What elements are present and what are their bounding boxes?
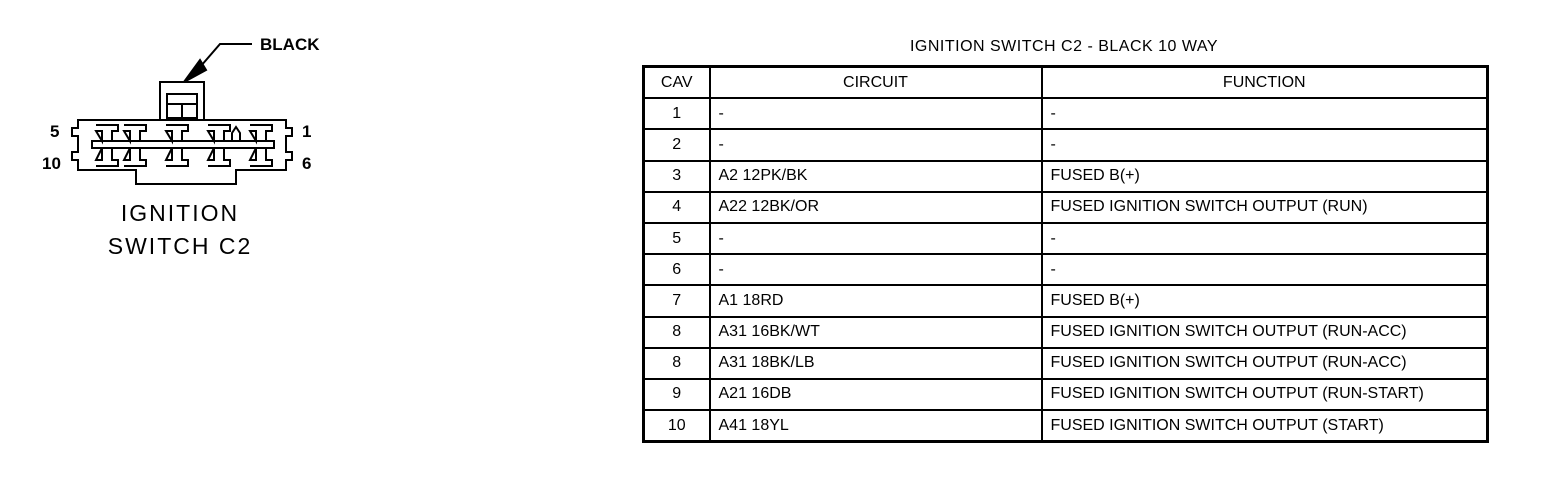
table-row — [644, 379, 1488, 410]
pinout-table-body — [644, 98, 1488, 442]
table-row — [644, 98, 1488, 129]
cav-cell: 7 — [644, 285, 710, 316]
pin-label-bottom-right: 6 — [302, 154, 312, 173]
cav-cell: 3 — [644, 161, 710, 192]
table-header-row — [644, 67, 1488, 99]
cav-cell: 1 — [644, 98, 710, 129]
function-cell: - — [1042, 98, 1488, 129]
top-row-terminals — [96, 125, 272, 141]
function-cell: FUSED B(+) — [1042, 285, 1488, 316]
function-cell: FUSED IGNITION SWITCH OUTPUT (START) — [1042, 410, 1488, 442]
circuit-cell: - — [710, 254, 1042, 285]
circuit-cell: A22 12BK/OR — [710, 192, 1042, 223]
header-function: FUNCTION — [1042, 67, 1488, 99]
connector-color-label: BLACK — [260, 35, 320, 54]
circuit-cell: A31 18BK/LB — [710, 348, 1042, 379]
table-row — [644, 317, 1488, 348]
circuit-cell: - — [710, 129, 1042, 160]
connector-center-rail — [92, 141, 274, 148]
function-cell: - — [1042, 129, 1488, 160]
bottom-row-terminals — [96, 148, 272, 166]
function-cell: FUSED IGNITION SWITCH OUTPUT (RUN-ACC) — [1042, 317, 1488, 348]
table-row — [644, 192, 1488, 223]
function-cell: - — [1042, 223, 1488, 254]
circuit-cell: A31 16BK/WT — [710, 317, 1042, 348]
circuit-cell: A41 18YL — [710, 410, 1042, 442]
circuit-cell: A1 18RD — [710, 285, 1042, 316]
function-cell: FUSED IGNITION SWITCH OUTPUT (RUN-START) — [1042, 379, 1488, 410]
cav-cell: 5 — [644, 223, 710, 254]
table-row — [644, 348, 1488, 379]
cav-cell: 10 — [644, 410, 710, 442]
header-circuit: CIRCUIT — [710, 67, 1042, 99]
pin-label-top-left: 5 — [50, 122, 60, 141]
circuit-cell: A21 16DB — [710, 379, 1042, 410]
table-row — [644, 129, 1488, 160]
pinout-table — [642, 65, 1489, 443]
function-cell: FUSED IGNITION SWITCH OUTPUT (RUN) — [1042, 192, 1488, 223]
pin-label-bottom-left: 10 — [42, 154, 61, 173]
cav-cell: 4 — [644, 192, 710, 223]
connector-name-line2: SWITCH C2 — [107, 233, 253, 259]
connector-diagram — [0, 0, 340, 488]
table-row — [644, 161, 1488, 192]
header-cav: CAV — [644, 67, 710, 99]
table-row — [644, 223, 1488, 254]
table-row — [644, 285, 1488, 316]
circuit-cell: - — [710, 223, 1042, 254]
cav-cell: 9 — [644, 379, 710, 410]
cav-cell: 2 — [644, 129, 710, 160]
function-cell: FUSED IGNITION SWITCH OUTPUT (RUN-ACC) — [1042, 348, 1488, 379]
table-title: IGNITION SWITCH C2 - BLACK 10 WAY — [909, 38, 1219, 55]
pin-label-top-right: 1 — [302, 122, 312, 141]
cav-cell: 8 — [644, 317, 710, 348]
circuit-cell: A2 12PK/BK — [710, 161, 1042, 192]
cav-cell: 6 — [644, 254, 710, 285]
circuit-cell: - — [710, 98, 1042, 129]
connector-name-line1: IGNITION — [120, 200, 240, 226]
cav-cell: 8 — [644, 348, 710, 379]
color-leader-arrow — [184, 60, 206, 82]
table-row — [644, 410, 1488, 442]
function-cell: - — [1042, 254, 1488, 285]
function-cell: FUSED B(+) — [1042, 161, 1488, 192]
table-row — [644, 254, 1488, 285]
